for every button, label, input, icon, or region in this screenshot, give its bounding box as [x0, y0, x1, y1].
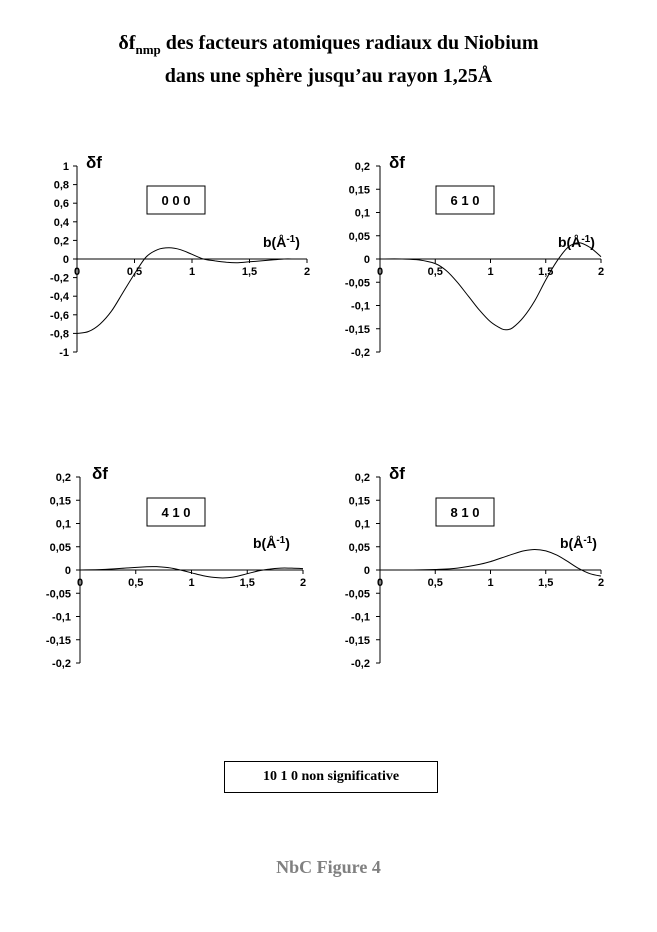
y-tick-label: 0,4	[53, 216, 69, 229]
series-label: 8 1 0	[450, 505, 480, 520]
figure-caption: NbC Figure 4	[276, 857, 381, 877]
x-tick-label: 1,5	[241, 266, 258, 278]
x-axis-label: $b(Å^{-1})$	[560, 535, 597, 551]
title-symbol: δf	[118, 32, 136, 54]
y-tick-label: -0,2	[50, 272, 69, 285]
title-line1-text: des facteurs atomiques radiaux du Niobium	[160, 32, 539, 54]
chart-2	[46, 464, 306, 670]
y-tick-label: -0,15	[344, 634, 370, 647]
x-tick-label: 1,5	[538, 577, 554, 589]
y-tick-label: 0,15	[49, 495, 71, 508]
y-tick-label: -0,15	[45, 634, 71, 647]
x-axis-label: $b(Å^{-1})$	[253, 535, 290, 551]
y-tick-label: 0,05	[49, 541, 71, 554]
y-tick-label: -0,2	[52, 658, 71, 670]
y-tick-label: 0	[363, 565, 370, 577]
x-tick-label: 1	[487, 577, 494, 589]
y-axis-label: δf	[92, 464, 108, 483]
x-tick-label: 2	[597, 266, 605, 278]
y-tick-label: 0,2	[354, 161, 370, 173]
y-tick-label: 0,1	[354, 518, 370, 531]
y-tick-label: 0,2	[55, 472, 71, 484]
chart-0	[50, 153, 310, 359]
series-label: 6 1 0	[450, 193, 480, 208]
x-tick-label: 0	[376, 266, 384, 278]
y-tick-label: 0	[62, 254, 69, 266]
y-tick-label: -0,05	[344, 277, 370, 290]
y-tick-label: -0,05	[344, 588, 370, 601]
chart-1	[345, 153, 604, 359]
series-line	[380, 243, 601, 330]
y-tick-label: -0,2	[351, 658, 370, 670]
x-tick-label: 1,5	[538, 266, 554, 278]
x-axis-label: $b(Å^{-1})$	[263, 234, 300, 250]
x-tick-label: 1	[188, 577, 195, 589]
y-tick-label: -0,2	[351, 347, 370, 359]
note-box: 10 1 0 non significative	[224, 761, 438, 793]
x-tick-label: 0,5	[126, 266, 143, 278]
y-tick-label: -0,15	[344, 323, 370, 336]
y-tick-label: 0	[363, 254, 370, 266]
series-label: 4 1 0	[161, 505, 191, 520]
series-label: 0 0 0	[161, 193, 191, 208]
chart-3	[345, 464, 604, 670]
y-tick-label: 0,2	[53, 235, 69, 248]
y-tick-label: -0,1	[52, 611, 71, 624]
x-tick-label: 0	[76, 577, 84, 589]
x-tick-label: 0	[376, 577, 384, 589]
y-tick-label: 0,15	[348, 495, 370, 508]
x-tick-label: 0,5	[427, 577, 443, 589]
x-tick-label: 1	[487, 266, 494, 278]
y-axis-label: δf	[86, 153, 102, 172]
y-tick-label: 0,05	[348, 541, 370, 554]
y-axis-label: δf	[389, 153, 405, 172]
y-tick-label: 0	[64, 565, 71, 577]
y-tick-label: 0,8	[53, 179, 69, 192]
title-line-2: dans une sphère jusqu’au rayon 1,25Å	[164, 65, 493, 87]
y-tick-label: 0,15	[348, 184, 370, 197]
x-axis-label: $b(Å^{-1})$	[558, 234, 595, 250]
y-tick-label: 0,05	[348, 230, 370, 243]
y-tick-label: -0,8	[50, 328, 69, 341]
y-tick-label: -0,4	[50, 291, 69, 304]
x-tick-label: 0	[73, 266, 81, 278]
y-tick-label: 0,6	[53, 198, 69, 211]
x-tick-label: 2	[597, 577, 605, 589]
y-tick-label: -0,1	[351, 300, 370, 313]
y-tick-label: 0,1	[354, 207, 370, 220]
x-tick-label: 0,5	[128, 577, 144, 589]
y-tick-label: -0,1	[351, 611, 370, 624]
y-tick-label: 0,2	[354, 472, 370, 484]
title-subscript: nmp	[135, 42, 161, 57]
y-tick-label: 1	[62, 161, 69, 173]
y-tick-label: 0,1	[55, 518, 71, 531]
y-tick-label: -1	[59, 347, 69, 359]
y-tick-label: -0,05	[45, 588, 71, 601]
x-tick-label: 0,5	[427, 266, 443, 278]
x-tick-label: 2	[303, 266, 311, 278]
x-tick-label: 1,5	[239, 577, 255, 589]
y-axis-label: δf	[389, 464, 405, 483]
x-tick-label: 2	[299, 577, 307, 589]
x-tick-label: 1	[188, 266, 196, 278]
y-tick-label: -0,6	[50, 309, 69, 322]
